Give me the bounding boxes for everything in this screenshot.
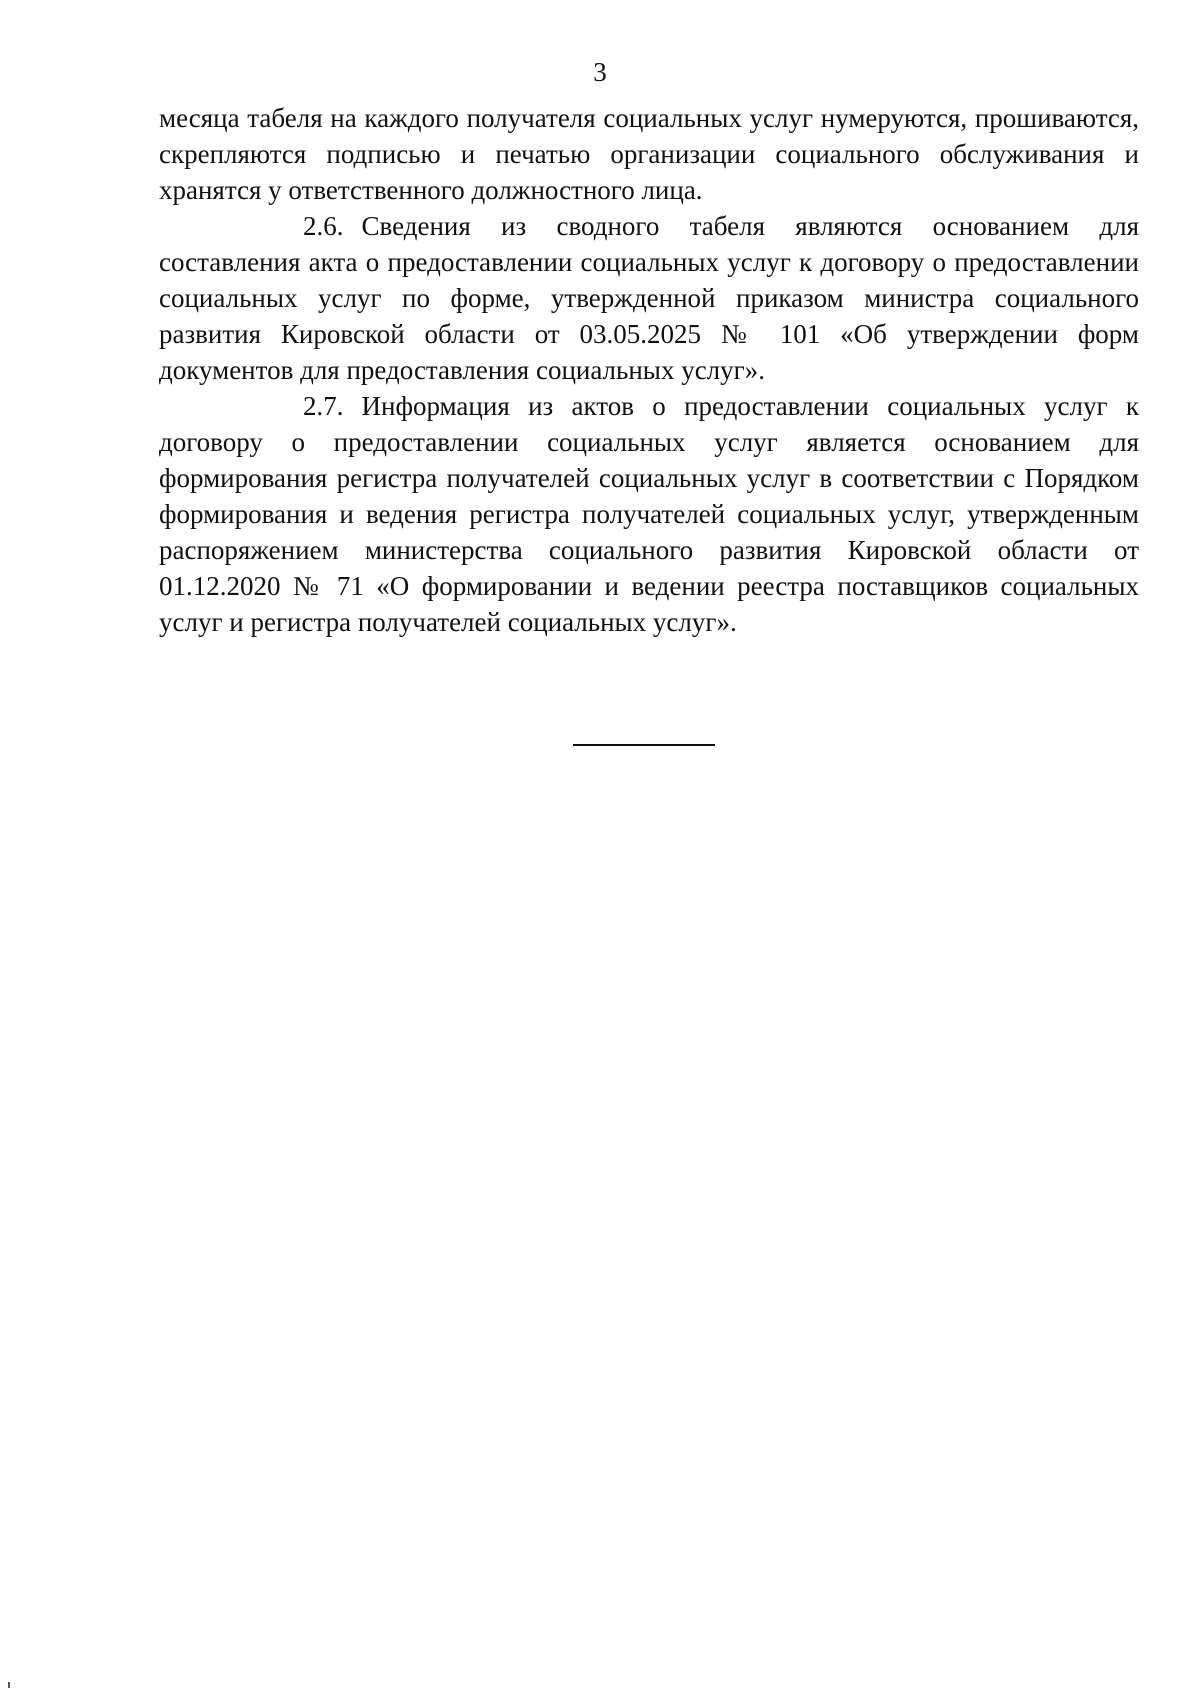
document-body xyxy=(159,100,1139,640)
paragraph-text: месяца табеля на каждого получателя социальных услуг нумеруются, прошиваются, скрепляются подписью и печатью организации социального обслуживания и хранятся у ответственного должностного лица. xyxy=(159,103,1139,205)
end-of-document-rule xyxy=(573,744,715,746)
scan-edge-mark xyxy=(8,1682,10,1688)
paragraph-continuation xyxy=(159,100,1139,208)
page-number: 3 xyxy=(593,57,607,87)
paragraph-number: 2.7. xyxy=(303,391,344,421)
paragraph-number: 2.6. xyxy=(303,211,344,241)
paragraph-text: Сведения из сводного табеля являются основанием для составления акта о предоставлении социальных услуг к договору о предоставлении социальных услуг по форме, утвержденной приказом министра социального развития Кировской области от 03.05.2025 № 101 «Об утверждении форм документов для предоставления социальных услуг». xyxy=(159,211,1139,385)
paragraph-text: Информация из актов о предоставлении социальных услуг к договору о предоставлении социальных услуг является основанием для формирования регистра получателей социальных услуг в соответствии с Порядком формирования и ведения регистра получателей социальных услуг, утвержденным распоряжением министерства социального развития Кировской области от 01.12.2020 № 71 «О формировании и ведении реестра поставщиков социальных услуг и регистра получателей социальных услуг». xyxy=(159,391,1139,637)
paragraph-2-7 xyxy=(159,388,1139,640)
paragraph-2-6 xyxy=(159,208,1139,388)
